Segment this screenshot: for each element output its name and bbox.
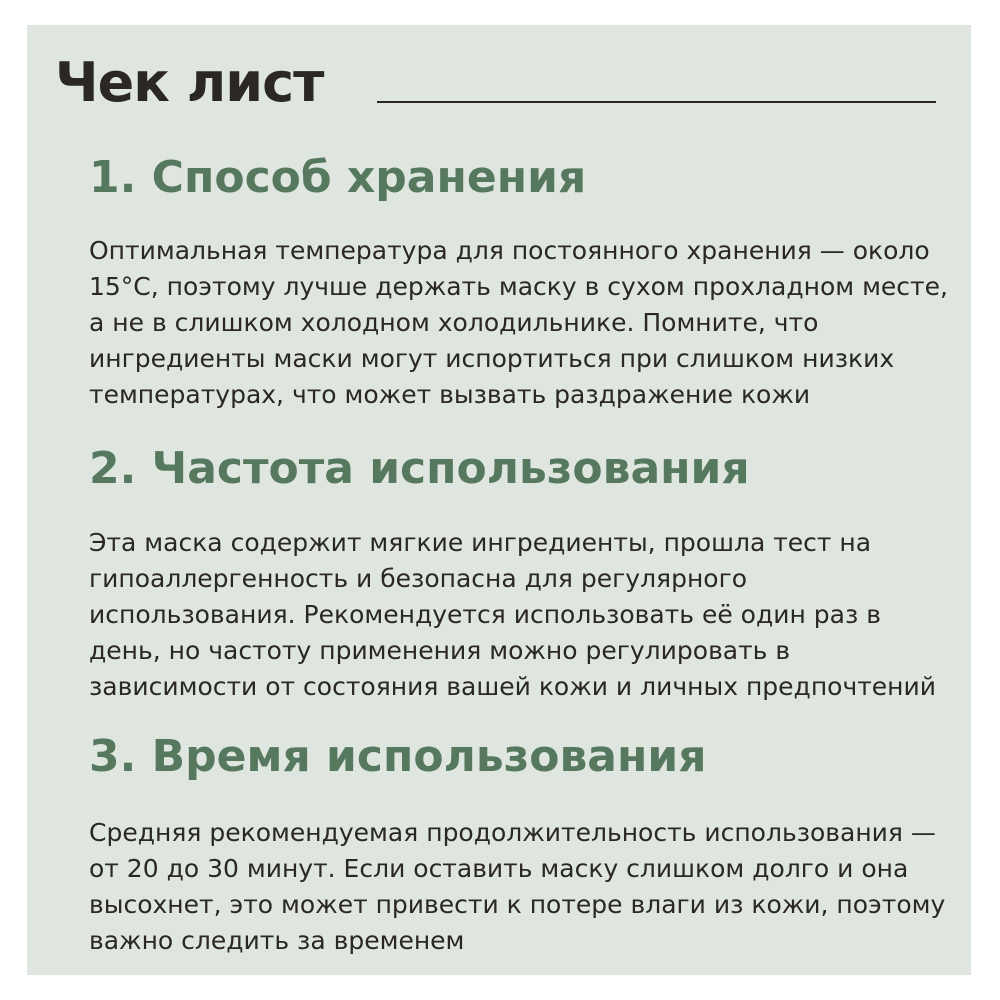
title-row bbox=[55, 53, 935, 113]
section-text-frequency: Эта маска содержит мягкие ингредиенты, прошла тест на гипоаллергенность и безопасна для регулярного использования. Рекомендуется использовать её один раз в день, но частоту применения можно регулировать в зависимости от состояния вашей кожи и личных предпочтений bbox=[89, 528, 937, 701]
title-divider-line bbox=[377, 101, 936, 103]
page-title: Чек лист bbox=[55, 51, 324, 114]
checklist-card bbox=[27, 25, 971, 975]
section-text-duration: Средняя рекомендуемая продолжительность использования — от 20 до 30 минут. Если оставить маску слишком долго и она высохнет, это может привести к потере влаги из кожи, поэтому важно следить за временем bbox=[89, 818, 946, 955]
section-heading-frequency: 2. Частота использования bbox=[89, 443, 750, 494]
section-text-storage: Оптимальная температура для постоянного хранения — около 15°C, поэтому лучше держать маску в сухом прохладном месте, а не в слишком холодном холодильнике. Помните, что ингредиенты маски могут испортиться при слишком низких температурах, что может вызвать раздражение кожи bbox=[89, 236, 948, 409]
section-heading-storage: 1. Способ хранения bbox=[89, 152, 587, 203]
section-heading-duration: 3. Время использования bbox=[89, 731, 707, 782]
